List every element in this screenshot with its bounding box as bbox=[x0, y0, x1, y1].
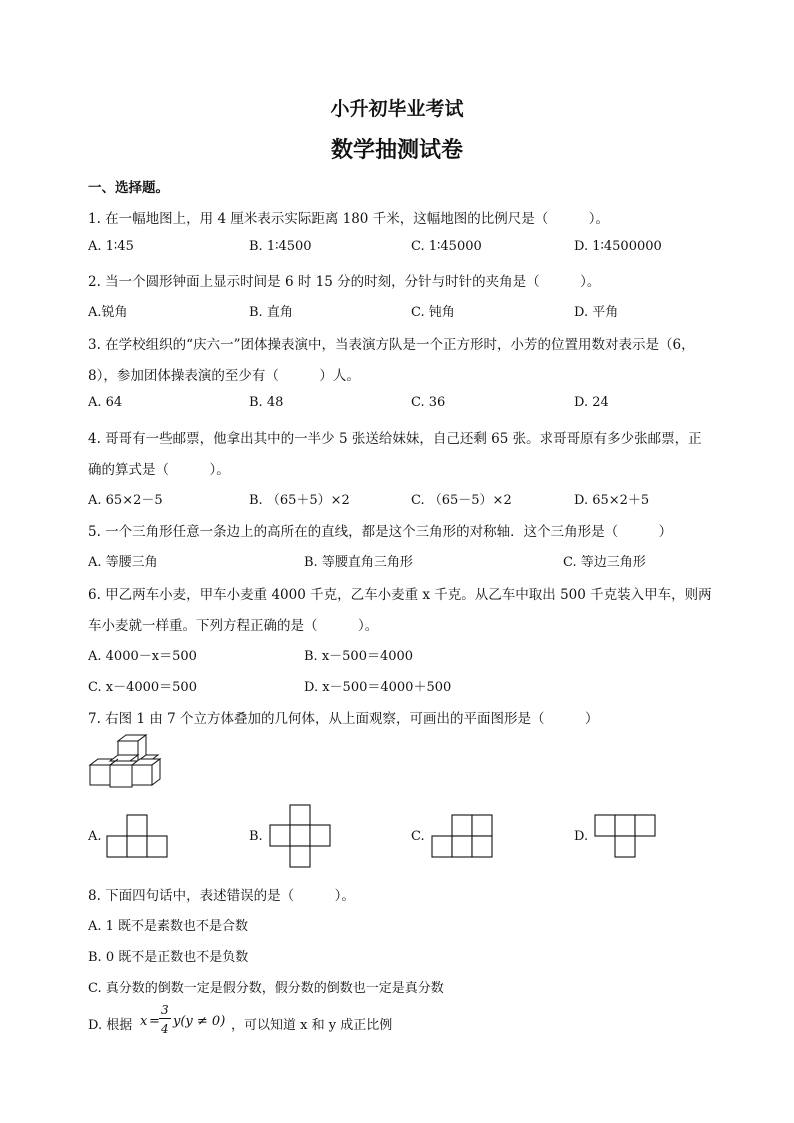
q7-option-c-grid bbox=[431, 813, 495, 859]
q4-option-d: D. 65×2＋5 bbox=[574, 493, 650, 508]
q3-option-a: A. 64 bbox=[88, 395, 123, 410]
q3-option-c: C. 36 bbox=[411, 395, 446, 410]
q8-option-d-expression: y(y ≠ 0) bbox=[173, 1014, 226, 1029]
q7-option-d-grid bbox=[594, 813, 658, 859]
q3-option-b: B. 48 bbox=[249, 395, 284, 410]
cube-stack-figure bbox=[88, 734, 168, 790]
q4-option-a: A. 65×2－5 bbox=[88, 493, 163, 508]
q6-option-c: C. x－4000＝500 bbox=[88, 680, 197, 695]
q7-option-b-label: B. bbox=[249, 829, 263, 844]
q8-option-d-equals: = bbox=[149, 1014, 160, 1029]
question-6-stem-line1: 6. 甲乙两车小麦，甲车小麦重 4000 千克，乙车小麦重 x 千克。从乙车中取出 500 千克装入甲车，则两 bbox=[88, 587, 712, 603]
q7-option-a-label: A. bbox=[88, 829, 102, 844]
q2-option-b: B. 直角 bbox=[249, 305, 293, 320]
q8-option-d-var-x: x bbox=[140, 1014, 148, 1029]
q8-option-d-denominator: 4 bbox=[161, 1022, 169, 1036]
question-2-stem: 2. 当一个圆形钟面上显示时间是 6 时 15 分的时刻，分针与时针的夹角是（ ）。 bbox=[88, 274, 601, 290]
section-heading: 一、选择题。 bbox=[88, 180, 169, 196]
q8-option-d-suffix: ，可以知道 x 和 y 成正比例 bbox=[231, 1018, 393, 1033]
q2-option-c: C. 钝角 bbox=[411, 305, 455, 320]
q8-option-d-numerator: 3 bbox=[161, 1003, 169, 1017]
q1-option-b: B. 1∶4500 bbox=[249, 239, 312, 254]
q8-option-d-fraction-bar bbox=[159, 1018, 171, 1019]
question-3-stem-line2: 8），参加团体操表演的至少有（ ）人。 bbox=[88, 368, 360, 384]
q5-option-b: B. 等腰直角三角形 bbox=[304, 555, 413, 570]
q4-option-b: B. （65＋5）×2 bbox=[249, 493, 350, 508]
q5-option-c: C. 等边三角形 bbox=[563, 555, 646, 570]
q2-option-a: A.锐角 bbox=[88, 305, 128, 320]
question-1-stem: 1. 在一幅地图上，用 4 厘米表示实际距离 180 千米，这幅地图的比例尺是（ ）。 bbox=[88, 211, 609, 227]
q1-option-c: C. 1∶45000 bbox=[411, 239, 482, 254]
q1-option-d: D. 1∶4500000 bbox=[574, 239, 662, 254]
q8-option-a: A. 1 既不是素数也不是合数 bbox=[88, 919, 249, 934]
exam-title: 小升初毕业考试 bbox=[330, 98, 464, 120]
question-8-stem: 8. 下面四句话中，表述错误的是（ ）。 bbox=[88, 888, 355, 904]
question-7-stem: 7. 右图 1 由 7 个立方体叠加的几何体，从上面观察，可画出的平面图形是（ ） bbox=[88, 711, 599, 727]
q1-option-a: A. 1∶45 bbox=[88, 239, 134, 254]
question-5-stem: 5. 一个三角形任意一条边上的高所在的直线，都是这个三角形的对称轴．这个三角形是（ ） bbox=[88, 524, 673, 540]
exam-subtitle: 数学抽测试卷 bbox=[330, 137, 463, 163]
q7-option-d-label: D. bbox=[574, 829, 589, 844]
q7-option-a-grid bbox=[106, 813, 170, 859]
q7-option-c-label: C. bbox=[411, 829, 425, 844]
q8-option-c: C. 真分数的倒数一定是假分数，假分数的倒数也一定是真分数 bbox=[88, 981, 444, 996]
question-3-stem-line1: 3. 在学校组织的“庆六一”团体操表演中，当表演方队是一个正方形时，小芳的位置用数对表示是（6， bbox=[88, 337, 695, 353]
q4-option-c: C. （65－5）×2 bbox=[411, 493, 512, 508]
question-4-stem-line2: 确的算式是（ ）。 bbox=[88, 462, 230, 478]
q7-option-b-grid bbox=[269, 803, 333, 869]
q6-option-a: A. 4000－x＝500 bbox=[88, 649, 197, 664]
q6-option-b: B. x－500＝4000 bbox=[304, 649, 414, 664]
q6-option-d: D. x－500＝4000＋500 bbox=[304, 680, 452, 695]
question-4-stem-line1: 4. 哥哥有一些邮票，他拿出其中的一半少 5 张送给妹妹，自己还剩 65 张。求哥哥原有多少张邮票，正 bbox=[88, 431, 702, 447]
q8-option-b: B. 0 既不是正数也不是负数 bbox=[88, 950, 249, 965]
q8-option-d-prefix: D. 根据 bbox=[88, 1018, 133, 1033]
q5-option-a: A. 等腰三角 bbox=[88, 555, 158, 570]
q2-option-d: D. 平角 bbox=[574, 305, 619, 320]
q3-option-d: D. 24 bbox=[574, 395, 609, 410]
question-6-stem-line2: 车小麦就一样重。下列方程正确的是（ ）。 bbox=[88, 618, 379, 634]
